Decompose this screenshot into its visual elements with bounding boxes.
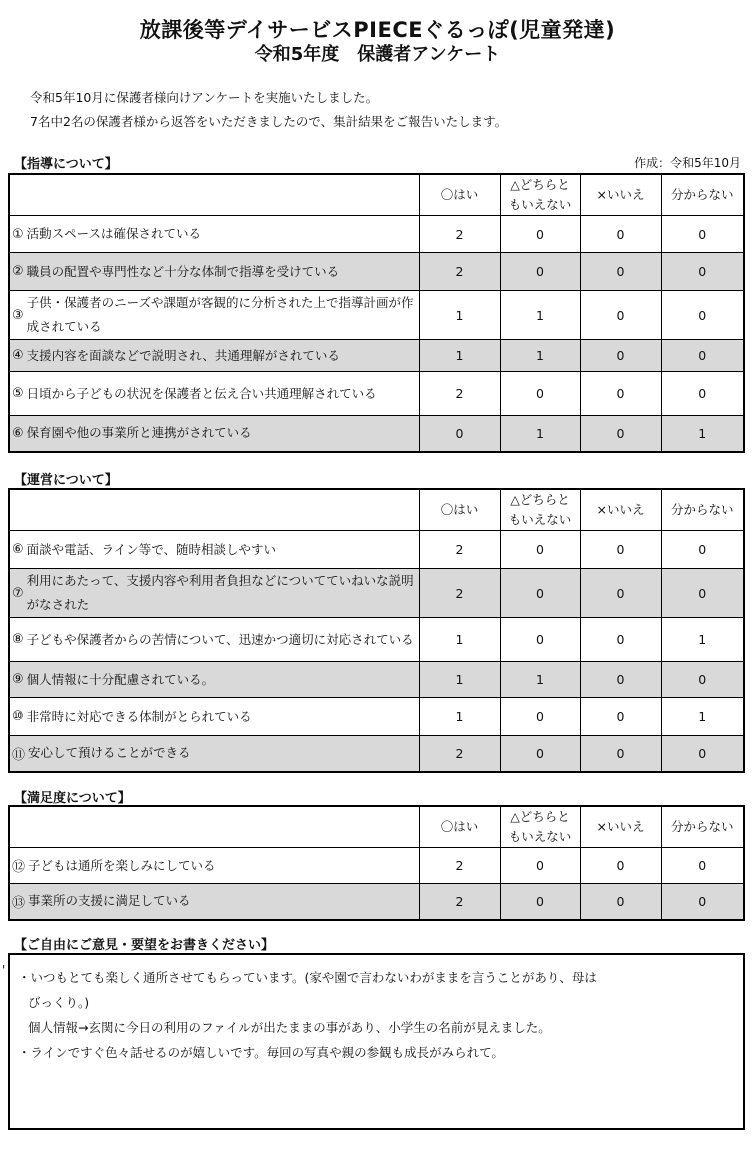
answer-count: 2 [419,372,500,416]
question-cell [9,569,419,618]
question-cell [9,662,419,698]
question-number: ③ [12,307,24,323]
answer-count: 0 [580,372,661,416]
table-row [9,848,744,884]
column-header: 〇はい [419,806,500,848]
question-text: 利用にあたって、支援内容や利用者負担などについてていねいな説明がなされた [26,573,414,612]
answer-count: 0 [661,216,744,253]
question-cell [9,531,419,569]
satisfaction-table [8,805,745,921]
question-text: 職員の配置や専門性など十分な体制で指導を受けている [26,263,340,279]
question-number: ④ [12,348,24,363]
answer-count: 0 [580,216,661,253]
table-header-row [9,489,744,531]
operation-table [8,488,745,773]
comment-line: ・いつもとても楽しく通所させてもらっています。(家や園で言わないわがままを言うことがあり、母は [18,970,597,985]
answer-count: 1 [500,291,580,340]
table-row [9,662,744,698]
question-text: 事業所の支援に満足している [28,893,191,909]
question-number: ⑥ [12,542,24,557]
question-cell [9,848,419,884]
column-header: ×いいえ [580,806,661,848]
answer-count: 0 [500,884,580,920]
page-subtitle: 令和5年度 保護者アンケート [254,44,501,65]
answer-count: 1 [661,618,744,662]
question-text: 活動スペースは確保されている [26,226,202,241]
table-row [9,291,744,340]
question-text: 子供・保護者のニーズや課題が客観的に分析された上で指導計画が作成されている [26,295,414,334]
question-number: ⑦ [12,585,24,601]
answer-count: 1 [661,416,744,452]
question-cell [9,416,419,452]
question-cell [9,698,419,736]
intro-line-2: 7名中2名の保護者様から返答をいただきましたので、集計結果をご報告いたします。 [30,114,508,129]
question-number: ⑧ [12,632,24,647]
answer-count: 1 [661,698,744,736]
table-row [9,372,744,416]
stray-tick-mark: ' [2,963,6,977]
intro-line-1: 令和5年10月に保護者様向けアンケートを実施いたしました。 [30,90,379,105]
comment-line: ・ラインですぐ色々話せるのが嬉しいです。毎回の写真や親の参観も成長がみられて。 [18,1045,504,1060]
answer-count: 1 [419,340,500,372]
answer-count: 1 [500,416,580,452]
header-blank-cell [9,174,419,216]
column-header: 〇はい [419,489,500,531]
column-header: △どちらと もいえない [500,489,580,531]
question-cell [9,884,419,920]
answer-count: 2 [419,216,500,253]
question-number: ⑬ [12,895,26,911]
question-number: ⑥ [12,425,24,441]
page-title: 放課後等デイサービスPIECEぐるっぽ(児童発達) [139,18,616,42]
table-row [9,416,744,452]
table-row [9,736,744,772]
answer-count: 0 [500,848,580,884]
question-cell [9,618,419,662]
table-row [9,531,744,569]
answer-count: 2 [419,253,500,291]
question-number: ① [12,226,24,242]
table-header-row [9,174,744,216]
answer-count: 0 [661,291,744,340]
answer-count: 0 [500,618,580,662]
answer-count: 0 [580,884,661,920]
answer-count: 0 [580,698,661,736]
answer-count: 0 [580,569,661,618]
answer-count: 1 [419,662,500,698]
table-row [9,569,744,618]
column-header: 〇はい [419,174,500,216]
question-cell [9,340,419,372]
header-blank-cell [9,489,419,531]
comment-line: びっくり。) [28,995,90,1010]
table-row [9,253,744,291]
answer-count: 0 [661,253,744,291]
question-text: 非常時に対応できる体制がとられている [26,708,252,724]
answer-count: 0 [500,216,580,253]
answer-count: 2 [419,736,500,772]
answer-count: 0 [580,662,661,698]
table-row [9,340,744,372]
question-text: 子どもや保護者からの苦情について、迅速かつ適切に対応されている [26,631,414,647]
question-text: 個人情報に十分配慮されている。 [26,671,215,687]
question-cell [9,736,419,772]
answer-count: 0 [580,416,661,452]
guidance-table [8,173,745,453]
answer-count: 0 [661,736,744,772]
created-date: 作成：令和5年10月 [634,156,741,170]
answer-count: 0 [580,253,661,291]
question-number: ⑪ [12,747,26,763]
section-title-operation: 【運営について】 [14,473,118,488]
answer-count: 0 [661,569,744,618]
answer-count: 0 [661,848,744,884]
answer-count: 0 [580,736,661,772]
answer-count: 0 [500,698,580,736]
answer-count: 0 [419,416,500,452]
question-cell [9,372,419,416]
answer-count: 0 [500,372,580,416]
question-cell [9,216,419,253]
answer-count: 2 [419,569,500,618]
column-header: 分からない [661,174,744,216]
answer-count: 0 [580,848,661,884]
answer-count: 2 [419,884,500,920]
table-row [9,216,744,253]
question-number: ⑫ [12,860,26,875]
question-text: 日頃から子どもの状況を保護者と伝え合い共通理解されている [26,385,377,401]
answer-count: 0 [580,618,661,662]
comment-line: 個人情報→玄関に今日の利用のファイルが出たままの事があり、小学生の名前が見えました。 [28,1020,551,1035]
question-text: 面談や電話、ライン等で、随時相談しやすい [26,541,277,557]
question-number: ⑨ [12,672,24,687]
table-row [9,618,744,662]
answer-count: 1 [500,662,580,698]
answer-count: 0 [500,569,580,618]
question-cell [9,253,419,291]
question-number: ⑤ [12,386,24,401]
column-header: △どちらと もいえない [500,174,580,216]
question-text: 子どもは通所を楽しみにしている [28,857,216,873]
header-blank-cell [9,806,419,848]
answer-count: 0 [500,253,580,291]
column-header: 分からない [661,806,744,848]
answer-count: 0 [661,531,744,569]
section-title-comments: 【ご自由にご意見・要望をお書きください】 [14,938,275,953]
table-row [9,884,744,920]
answer-count: 0 [580,340,661,372]
question-cell [9,291,419,340]
table-row [9,698,744,736]
answer-count: 1 [419,291,500,340]
question-text: 保育園や他の事業所と連携がされている [26,425,252,441]
answer-count: 0 [661,662,744,698]
question-text: 安心して預けることができる [28,745,191,761]
answer-count: 0 [500,736,580,772]
column-header: 分からない [661,489,744,531]
question-text: 支援内容を面談などで説明され、共通理解がされている [26,347,340,363]
answer-count: 0 [661,372,744,416]
answer-count: 2 [419,848,500,884]
answer-count: 0 [661,884,744,920]
answer-count: 1 [419,698,500,736]
answer-count: 0 [661,340,744,372]
answer-count: 0 [580,291,661,340]
section-title-satisfaction: 【満足度について】 [14,791,131,806]
answer-count: 1 [500,340,580,372]
column-header: ×いいえ [580,174,661,216]
question-number: ② [12,264,24,279]
answer-count: 0 [500,531,580,569]
column-header: ×いいえ [580,489,661,531]
section-title-guidance: 【指導について】 [14,157,118,172]
column-header: △どちらと もいえない [500,806,580,848]
answer-count: 0 [580,531,661,569]
comments-box [8,953,745,1130]
table-header-row [9,806,744,848]
question-number: ⑩ [12,709,24,724]
answer-count: 1 [419,618,500,662]
answer-count: 2 [419,531,500,569]
